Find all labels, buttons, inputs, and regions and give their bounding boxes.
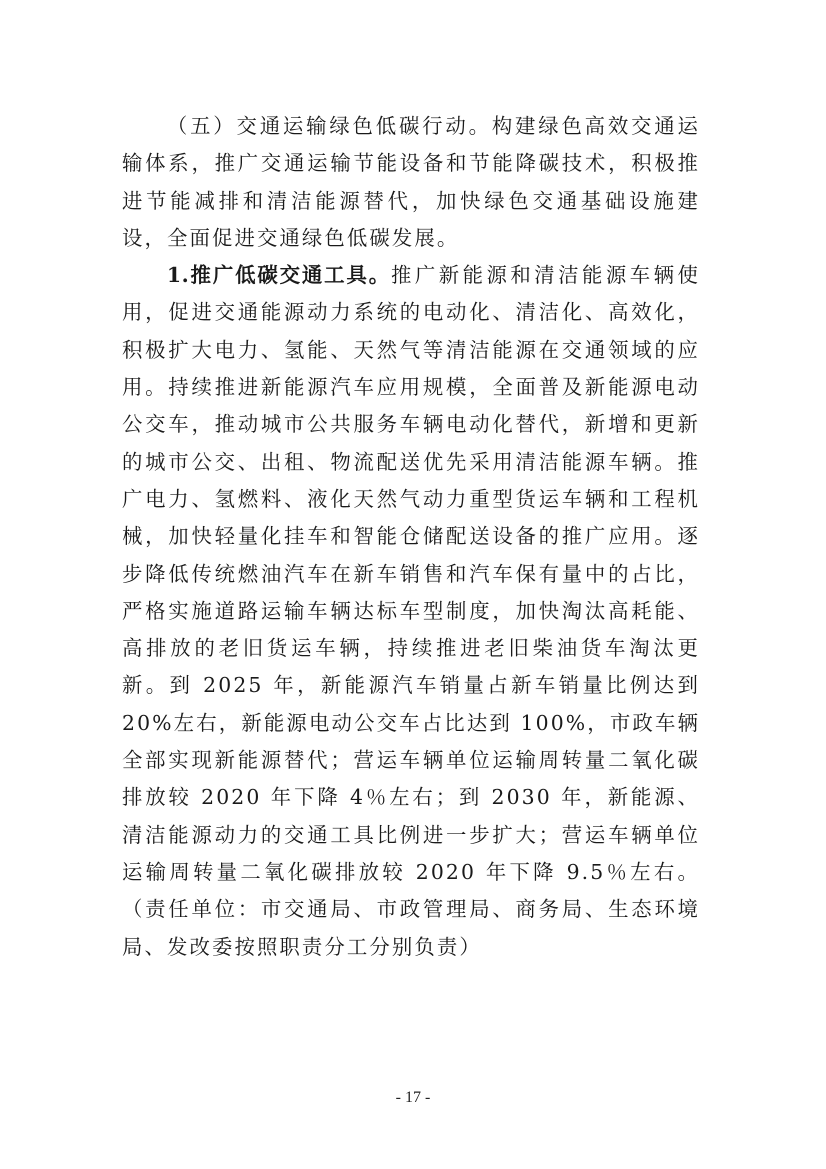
responsibility-note: （责任单位：市交通局、市政管理局、商务局、生态环境局、发改委按照职责分工分别负责） [122, 897, 700, 959]
page-number: - 17 - [395, 1089, 431, 1106]
document-body [122, 108, 700, 966]
section-heading: （五）交通运输绿色低碳行动。 [166, 114, 492, 138]
paragraph-item-1 [122, 257, 700, 966]
item-heading: 1.推广低碳交通工具。 [166, 263, 392, 288]
item-body: 推广新能源和清洁能源车辆使用，促进交通能源动力系统的电动化、清洁化、高效化，积极扩大电力、氢能、天然气等清洁能源在交通领域的应用。持续推进新能源汽车应用规模，全面普及新能源电动公交车，推动城市公共服务车辆电动化替代，新增和更新的城市公交、出租、物流配送优先采用清洁能源车辆。推广电力、氢燃料、液化天然气动力重型货运车辆和工程机械，加快轻量化挂车和智能仓储配送设备的推广应用。逐步降低传统燃油汽车在新车销售和汽车保有量中的占比，严格实施道路运输车辆达标车型制度，加快淘汰高耗能、高排放的老旧货运车辆，持续推进老旧柴油货车淘汰更新。到 2025 年，新能源汽车销量占新车销量比例达到 20%左右，新能源电动公交车占比达到 100%，市政车辆全部实现新能源替代；营运车辆单位运输周转量二氧化碳排放较 2020 年下降 4％左右；到 2030 年，新能源、清洁能源动力的交通工具比例进一步扩大；营运车辆单位运输周转量二氧化碳排放较 2020 年下降 9.5％左右。 [122, 263, 700, 884]
section-body: 构建绿色高效交通运输体系，推广交通运输节能设备和节能降碳技术，积极推进节能减排和清洁能源替代，加快绿色交通基础设施建设，全面促进交通绿色低碳发展。 [122, 114, 700, 250]
paragraph-section-five [122, 108, 700, 257]
